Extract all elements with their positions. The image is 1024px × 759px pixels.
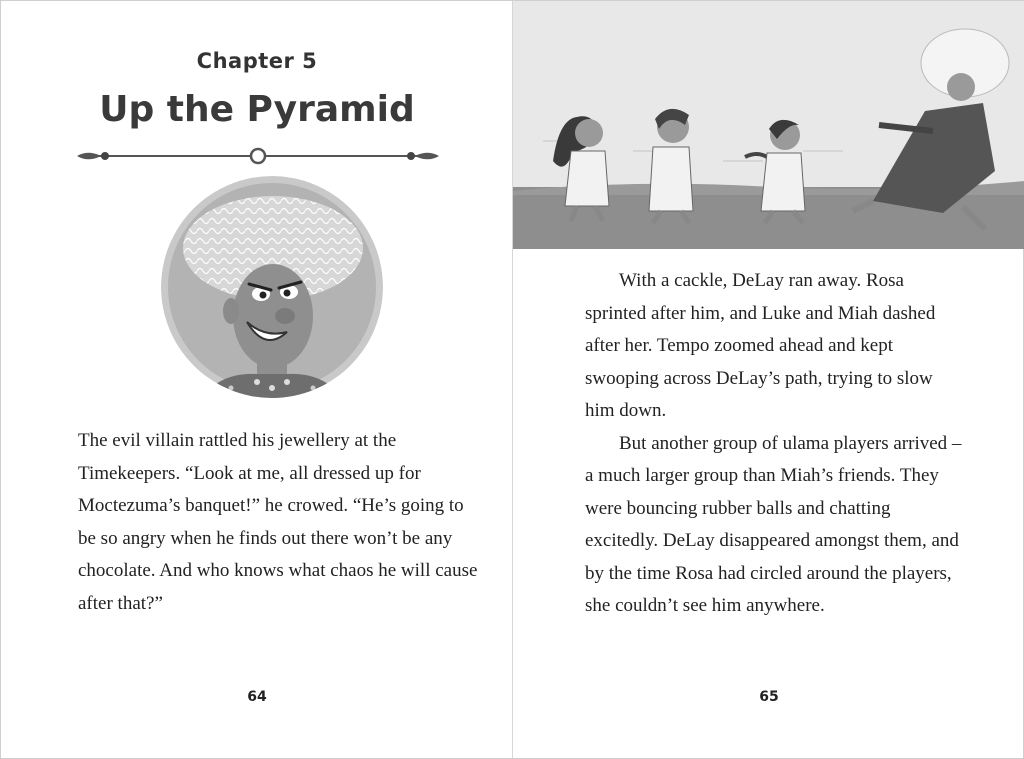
paragraph: The evil villain rattled his jewellery at the Timekeepers. “Look at me, all dressed up for Moctezuma’s banquet!” he crowed. “He’s going to be so angry when he finds out there won’t be any chocolate. And who knows what chaos he will cause after that?”	[78, 430, 478, 614]
right-body-text	[585, 265, 965, 623]
chase-scene-illustration	[513, 1, 1024, 249]
left-page	[1, 1, 513, 759]
right-page	[513, 1, 1024, 759]
paragraph: With a cackle, DeLay ran away. Rosa sprinted after him, and Luke and Miah dashed after her. Tempo zoomed ahead and kept swooping across DeLay’s path, trying to slow him down.	[585, 270, 936, 421]
page-number-left: 64	[247, 689, 267, 705]
paragraph: But another group of ulama players arrived – a much larger group than Miah’s friends. They were bouncing rubber balls and chatting excitedly. DeLay disappeared amongst them, and by the time Rosa had circled around the players, she couldn’t see him anywhere.	[585, 432, 962, 616]
left-body-text	[78, 425, 478, 620]
page-gutter	[512, 1, 513, 759]
villain-portrait-illustration	[161, 176, 383, 398]
page-number-right: 65	[759, 689, 779, 705]
chapter-label: Chapter 5	[196, 49, 318, 73]
chapter-divider-ornament	[77, 144, 439, 168]
chapter-title: Up the Pyramid	[99, 89, 415, 130]
